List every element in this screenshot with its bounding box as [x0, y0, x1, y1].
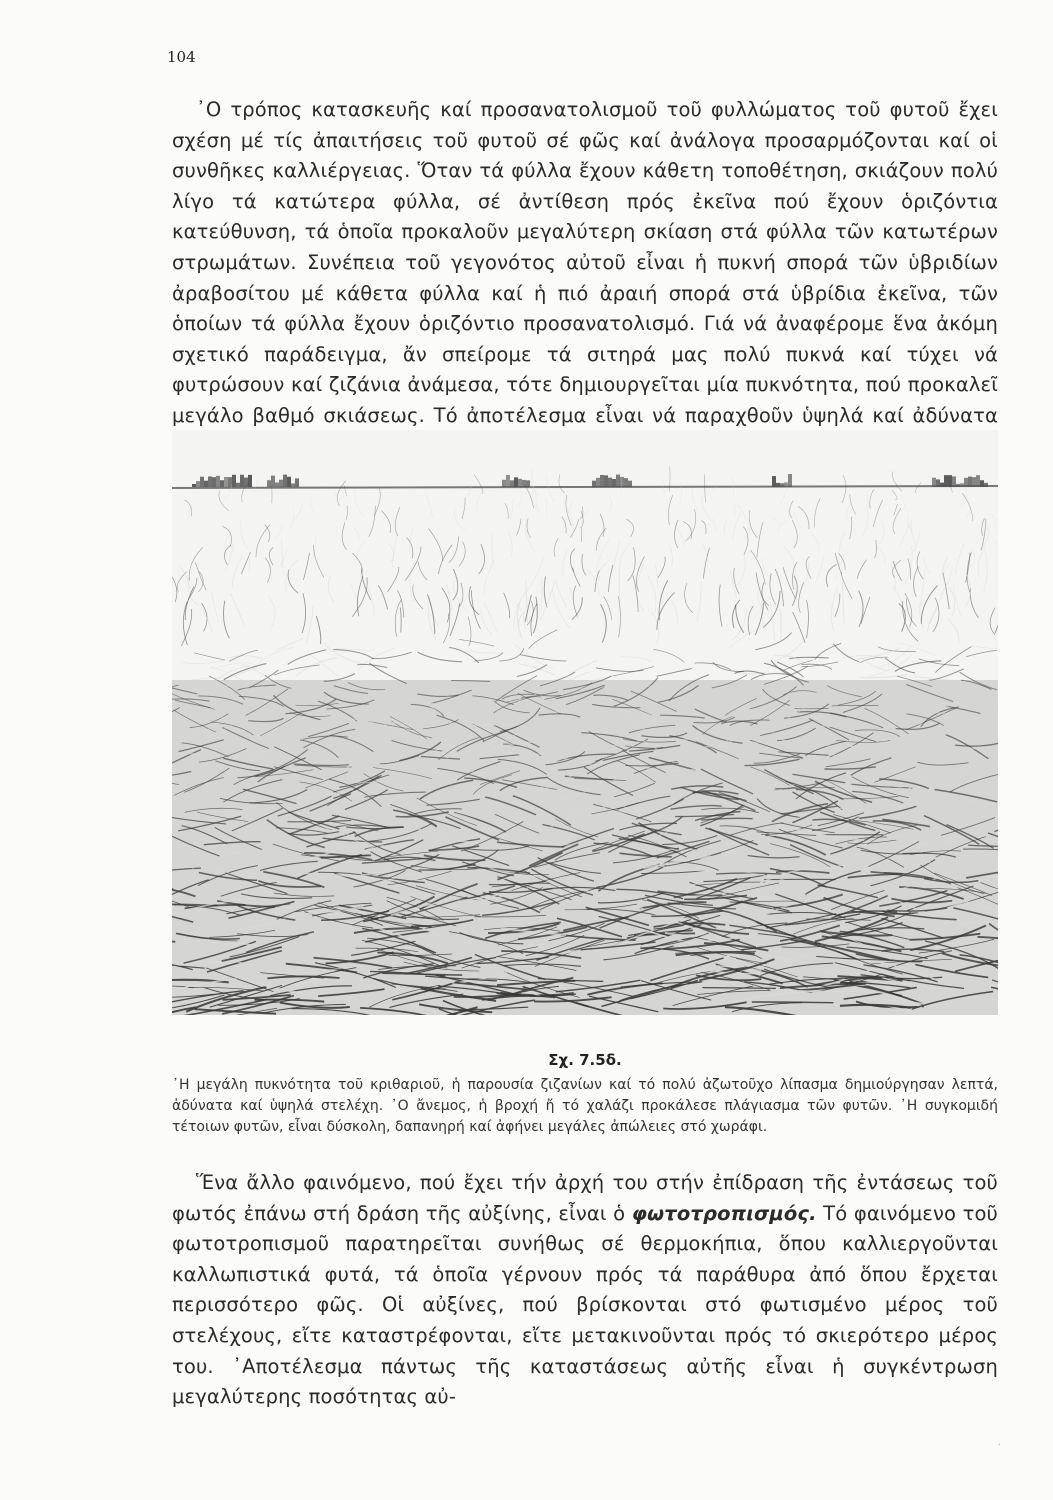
follow-text-after: Τό φαινόμενο τοῦ φωτοτροπισμοῦ παρατηρεῖται συνήθως σέ θερμοκήπια, ὅπου καλλιεργοῦνται καλλωπιστικά φυτά, τά ὁποῖα γέρνουν πρός τά παράθυρα ἀπό ὅπου ἔρχεται περισσότερο φῶς. Οἱ αὐξίνες, πού βρίσκονται στό φωτισμένο μέρος τοῦ στελέχους, εἴτε καταστρέφονται, εἴτε μετακινοῦνται πρός τό σκιερότερο μέρος του. ᾿Αποτέλεσμα πάντως τῆς καταστάσεως αὐτῆς εἶναι ἡ συγκέντρωση μεγαλύτερης ποσότητας αὐ-: [172, 1201, 998, 1409]
figure-caption: [172, 1050, 998, 1138]
lodged-barley-field-illustration: [172, 430, 998, 1015]
intro-paragraph: [172, 95, 998, 462]
page-number: 104: [167, 48, 196, 66]
follow-paragraph: [172, 1168, 998, 1413]
figure-label: Σχ. 7.5δ.: [548, 1051, 622, 1069]
intro-text: ᾿Ο τρόπος κατασκευῆς καί προσανατολισμοῦ τοῦ φυλλώματος τοῦ φυτοῦ ἔχει σχέση μέ τίς ἀπαιτήσεις τοῦ φυτοῦ σέ φῶς καί ἀνάλογα προσαρμόζονται καί οἱ συνθῆκες καλλιέργειας. Ὅταν τά φύλλα ἔχουν κάθετη τοποθέτηση, σκιάζουν πολύ λίγο τά κατώτερα φύλλα, σέ ἀντίθεση πρός ἐκεῖνα πού ἔχουν ὁριζόντια κατεύθυνση, τά ὁποῖα προκαλοῦν μεγαλύτερη σκίαση στά φύλλα τῶν κατωτέρων στρωμάτων. Συνέπεια τοῦ γεγονότος αὐτοῦ εἶναι ἡ πυκνή σπορά τῶν ὑβριδίων ἀραβοσίτου μέ κάθετα φύλλα καί ἡ πιό ἀραιή σπορά στά ὑβρίδια ἐκεῖνα, τῶν ὁποίων τά φύλλα ἔχουν ὁριζόντιο προσανατολισμό. Γιά νά ἀναφέρομε ἕνα ἀκόμη σχετικό παράδειγμα, ἄν σπείρομε τά σιτηρά μας πολύ πυκνά καί τύχει νά φυτρώσουν καί ζιζάνια ἀνάμεσα, τότε δημιουργεῖται μία πυκνότητα, πού προκαλεῖ μεγάλο βαθμό σκιάσεως. Τό ἀποτέλεσμα εἶναι νά παραχθοῦν ὑψηλά καί ἀδύνατα: [172, 98, 998, 427]
phototropism-term: φωτοτροπισμός.: [631, 1201, 817, 1225]
caption-text: ᾿Η μεγάλη πυκνότητα τοῦ κριθαριοῦ, ἡ παρουσία ζιζανίων καί τό πολύ ἀζωτοῦχο λίπασμα δημιούργησαν λεπτά, ἀδύνατα καί ὑψηλά στελέχη. ᾿Ο ἄνεμος, ἡ βροχή ἤ τό χαλάζι προκάλεσε πλάγιασμα τῶν φυτῶν. ᾿Η συγκομιδή τέτοιων φυτῶν, εἶναι δύσκολη, δαπανηρή καί ἀφήνει μεγάλες ἀπώλειες στό χωράφι.: [172, 1077, 998, 1135]
follow-text-before: Ἕνα ἄλλο φαινόμενο, πού ἔχει τήν ἀρχή του στήν ἐπίδραση τῆς ἐντάσεως τοῦ φωτός ἐπάνω στή δράση τῆς αὐξίνης, εἶναι ὁ: [172, 1171, 998, 1225]
follow-text: [172, 1168, 998, 1413]
field-photo: [172, 430, 998, 1015]
scan-speck: ·: [997, 1440, 1001, 1451]
